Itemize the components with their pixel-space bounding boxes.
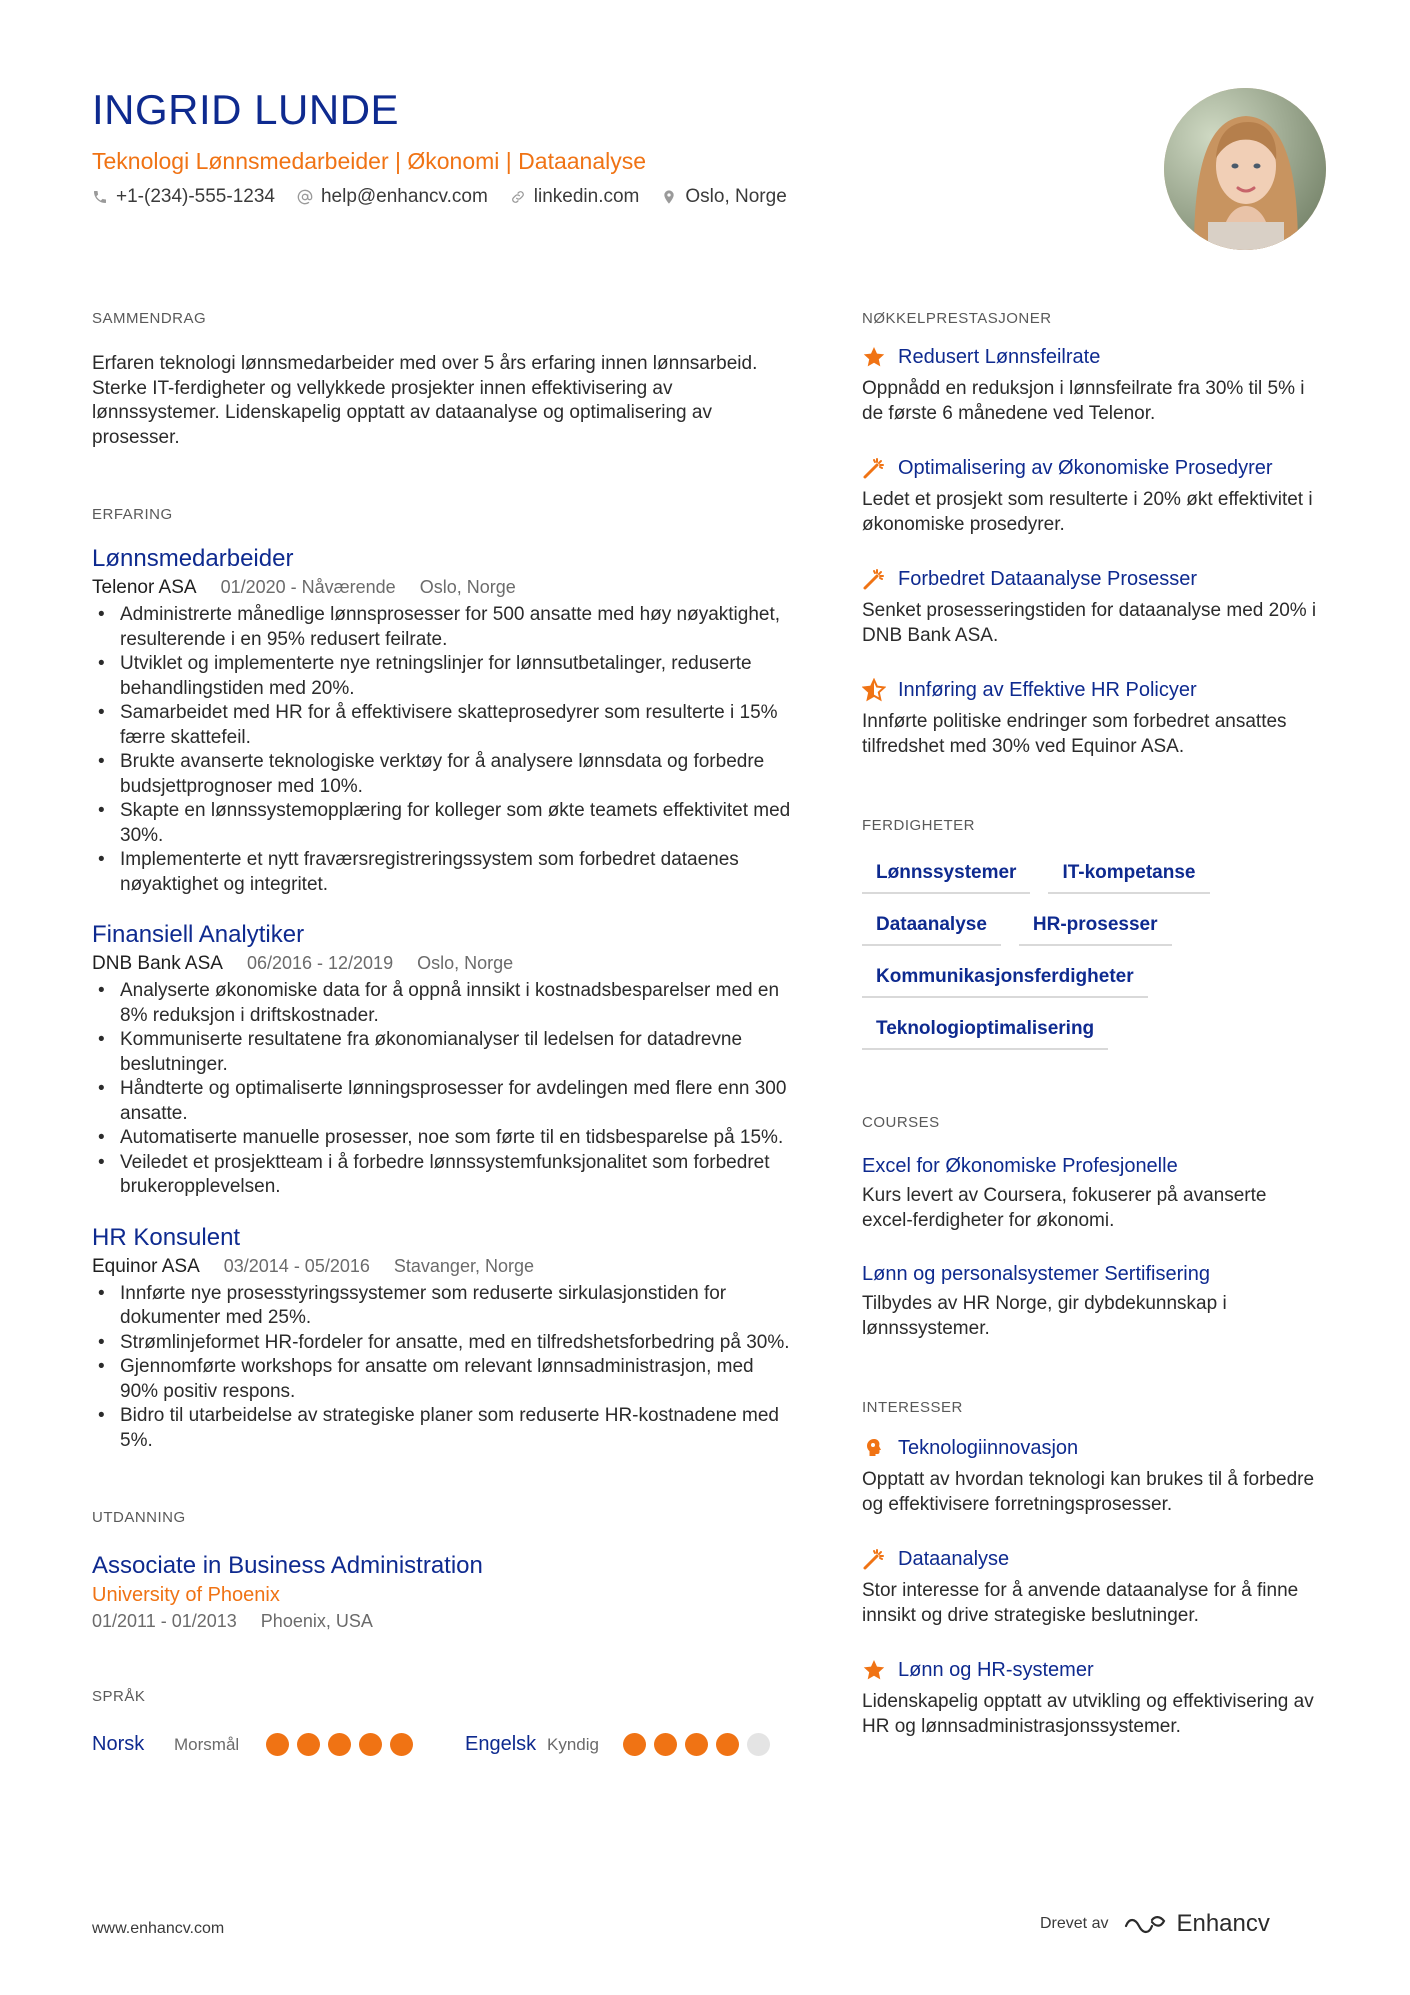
phone-text: +1-(234)-555-1234 (116, 186, 275, 207)
enhancv-logo-icon (1122, 1912, 1170, 1936)
language-level: Morsmål (174, 1734, 240, 1754)
job-bullet: • Analyserte økonomiske data for å oppnå innsikt i kostnadsbesparelser med en 8% reduksjon i driftskostnader. (92, 979, 792, 1028)
course-desc: Tilbydes av HR Norge, gir dybdekunnskap i lønnssystemer. (862, 1293, 1227, 1339)
rating-dot-filled (716, 1733, 739, 1756)
achievement-item (862, 345, 1322, 426)
job-entry (92, 545, 792, 897)
interest-title: Dataanalyse (898, 1547, 1010, 1570)
achievement-desc: Senket prosesseringstiden for dataanalyse med 20% i DNB Bank ASA. (862, 600, 1317, 646)
interest-item (862, 1547, 1322, 1628)
experience-heading: ERFARING (92, 506, 173, 523)
job-bullet: • Brukte avanserte teknologiske verktøy for å analysere lønnsdata og forbedre budsjettprognoser med 10%. (92, 750, 792, 799)
course-item (862, 1155, 1322, 1233)
job-entry (92, 1224, 792, 1454)
enhancv-logo-text: Enhancv (1176, 1910, 1270, 1937)
rating-dot-filled (390, 1733, 413, 1756)
interest-desc: Lidenskapelig opptatt av utvikling og effektivisering av HR og lønnsadministrasjonssystemer. (862, 1691, 1314, 1737)
brain-icon (862, 1436, 886, 1460)
candidate-name: INGRID LUNDE (92, 86, 400, 133)
job-dates: 06/2016 - 12/2019 (246, 953, 394, 973)
right-column (862, 310, 1322, 1739)
contact-linkedin[interactable] (510, 186, 640, 208)
achievement-title: Forbedret Dataanalyse Prosesser (898, 567, 1198, 590)
achievements-heading: NØKKELPRESTASJONER (862, 310, 1052, 327)
achievement-title: Optimalisering av Økonomiske Prosedyrer (898, 456, 1273, 479)
job-location: Oslo, Norge (417, 953, 514, 973)
magic-wand-icon (862, 1547, 886, 1571)
skill-tag: HR-prosesser (1019, 908, 1172, 946)
interest-item (862, 1658, 1322, 1739)
achievement-title: Innføring av Effektive HR Policyer (898, 678, 1197, 701)
language-item (465, 1733, 770, 1756)
education-meta (92, 1611, 792, 1632)
enhancv-logo[interactable] (1122, 1910, 1269, 1938)
magic-wand-icon (862, 567, 886, 591)
skill-tag: Teknologioptimalisering (862, 1012, 1108, 1050)
interest-title: Teknologiinnovasjon (898, 1436, 1079, 1459)
job-company: DNB Bank ASA (92, 953, 223, 974)
education-location: Phoenix, USA (260, 1611, 373, 1631)
job-dates: 01/2020 - Nåværende (220, 577, 396, 597)
job-meta (92, 1256, 792, 1278)
interest-desc: Stor interesse for å anvende dataanalyse for å finne innsikt og drive strategiske beslutninger. (862, 1580, 1299, 1626)
job-bullet: • Innførte nye prosesstyringssystemer som reduserte sirkulasjonstiden for dokumenter med 25%. (92, 1282, 792, 1331)
rating-dot-filled (297, 1733, 320, 1756)
job-bullet: • Skapte en lønnssystemopplæring for kolleger som økte teamets effektivitet med 30%. (92, 799, 792, 848)
rating-dot-filled (654, 1733, 677, 1756)
language-item (92, 1733, 413, 1756)
skill-tag: IT-kompetanse (1048, 856, 1209, 894)
languages-row (92, 1733, 792, 1756)
portrait-image (1164, 88, 1326, 250)
job-bullet: • Strømlinjeformet HR-fordeler for ansatte, med en tilfredshetsforbedring på 30%. (92, 1331, 792, 1356)
job-title: HR Konsulent (92, 1223, 241, 1251)
summary-heading: SAMMENDRAG (92, 310, 207, 327)
interest-desc: Opptatt av hvordan teknologi kan brukes til å forbedre og effektivisere forretningsprosesser. (862, 1469, 1315, 1515)
interest-item (862, 1436, 1322, 1517)
achievement-item (862, 567, 1322, 648)
half-star-icon (862, 678, 886, 702)
job-bullets (92, 979, 792, 1200)
left-column (92, 310, 792, 1756)
job-location: Stavanger, Norge (393, 1255, 534, 1276)
contact-email[interactable] (297, 186, 488, 208)
location-text: Oslo, Norge (685, 186, 787, 207)
course-item (862, 1263, 1322, 1341)
contact-bar (92, 186, 787, 208)
achievement-desc: Innførte politiske endringer som forbedret ansattes tilfredshet med 30% ved Equinor ASA. (862, 711, 1287, 757)
job-dates: 03/2014 - 05/2016 (223, 1255, 370, 1276)
skill-tag: Lønnssystemer (862, 856, 1030, 894)
language-rating (266, 1733, 413, 1756)
footer-branding (1040, 1910, 1270, 1938)
job-bullet: • Administrerte månedlige lønnsprosesser for 500 ansatte med høy nøyaktighet, resulterende i en 95% redusert feilrate. (92, 603, 792, 652)
job-bullets (92, 1282, 792, 1454)
job-company: Telenor ASA (92, 577, 197, 598)
star-icon (862, 1658, 886, 1682)
job-bullet: • Gjennomførte workshops for ansatte om relevant lønnsadministrasjon, med 90% positiv respons. (92, 1355, 792, 1404)
contact-phone[interactable] (92, 186, 275, 208)
language-name: Norsk (92, 1733, 145, 1755)
languages-heading: SPRÅK (92, 1688, 146, 1705)
rating-dot-filled (623, 1733, 646, 1756)
education-heading: UTDANNING (92, 1509, 186, 1526)
rating-dot-filled (685, 1733, 708, 1756)
summary-text: Erfaren teknologi lønnsmedarbeider med over 5 års erfaring innen lønnsarbeid. Sterke IT-ferdigheter og vellykkede prosjekter innen effektivisering av lønnssystemer. Lidenskapelig opptatt av dataanalyse og optimalisering av prosesser. (92, 353, 758, 448)
skill-tag: Dataanalyse (862, 908, 1001, 946)
achievement-item (862, 678, 1322, 759)
at-icon (297, 189, 313, 205)
job-title: Lønnsmedarbeider (92, 545, 294, 572)
skills-heading: FERDIGHETER (862, 817, 976, 834)
achievement-desc: Oppnådd en reduksjon i lønnsfeilrate fra 30% til 5% i de første 6 månedene ved Telenor. (862, 378, 1305, 424)
job-bullet: • Implementerte et nytt fraværsregistreringssystem som forbedret dataenes nøyaktighet og integritet. (92, 848, 792, 897)
candidate-title: Teknologi Lønnsmedarbeider | Økonomi | Dataanalyse (92, 148, 647, 174)
magic-wand-icon (862, 456, 886, 480)
course-title: Lønn og personalsystemer Sertifisering (862, 1263, 1210, 1285)
rating-dot-empty (747, 1733, 770, 1756)
job-company: Equinor ASA (92, 1255, 200, 1277)
courses-heading: COURSES (862, 1114, 940, 1131)
linkedin-text: linkedin.com (533, 186, 640, 207)
job-bullet: • Samarbeidet med HR for å effektivisere skatteprosedyrer som resulterte i 15% færre skattefeil. (92, 701, 792, 750)
achievement-item (862, 456, 1322, 537)
job-entry (92, 921, 792, 1200)
rating-dot-filled (328, 1733, 351, 1756)
language-rating (623, 1733, 770, 1756)
contact-location (661, 186, 786, 208)
phone-icon (92, 189, 108, 205)
job-bullet: • Håndterte og optimaliserte lønningsprosesser for avdelingen med flere enn 300 ansatte. (92, 1077, 792, 1126)
powered-by-text: Drevet av (1040, 1915, 1109, 1932)
profile-photo (1164, 88, 1326, 250)
email-text: help@enhancv.com (320, 186, 488, 207)
rating-dot-filled (266, 1733, 289, 1756)
achievement-desc: Ledet et prosjekt som resulterte i 20% økt effektivitet i økonomiske prosedyrer. (862, 489, 1313, 535)
course-title: Excel for Økonomiske Profesjonelle (862, 1155, 1178, 1177)
star-icon (862, 345, 886, 369)
job-bullet: • Automatiserte manuelle prosesser, noe som førte til en tidsbesparelse på 15%. (92, 1126, 792, 1151)
job-bullet: • Utviklet og implementerte nye retningslinjer for lønnsutbetalinger, reduserte behandlingstiden med 20%. (92, 652, 792, 701)
job-bullet: • Bidro til utarbeidelse av strategiske planer som reduserte HR-kostnadene med 5%. (92, 1404, 792, 1453)
education-dates: 01/2011 - 01/2013 (92, 1611, 237, 1631)
skills-list (862, 856, 1262, 1050)
location-pin-icon (661, 189, 677, 205)
education-school: University of Phoenix (92, 1584, 280, 1606)
job-bullets (92, 603, 792, 897)
education-degree: Associate in Business Administration (92, 1552, 483, 1579)
language-level: Kyndig (547, 1734, 599, 1754)
rating-dot-filled (359, 1733, 382, 1756)
language-name: Engelsk (465, 1733, 537, 1755)
link-icon (510, 189, 526, 205)
achievement-title: Redusert Lønnsfeilrate (898, 345, 1101, 368)
interests-heading: INTERESSER (862, 1399, 963, 1416)
job-title: Finansiell Analytiker (92, 921, 305, 948)
job-bullet: • Veiledet et prosjektteam i å forbedre lønnssystemfunksjonalitet som forbedret brukeropplevelsen. (92, 1151, 792, 1200)
job-bullet: • Kommuniserte resultatene fra økonomianalyser til ledelsen for datadrevne beslutninger. (92, 1028, 792, 1077)
job-meta (92, 953, 792, 975)
interest-title: Lønn og HR-systemer (898, 1658, 1094, 1681)
job-location: Oslo, Norge (419, 577, 516, 597)
skill-tag: Kommunikasjonsferdigheter (862, 960, 1148, 998)
job-meta (92, 577, 792, 599)
footer-website[interactable]: www.enhancv.com (92, 1920, 225, 1937)
course-desc: Kurs levert av Coursera, fokuserer på avanserte excel-ferdigheter for økonomi. (862, 1185, 1267, 1231)
